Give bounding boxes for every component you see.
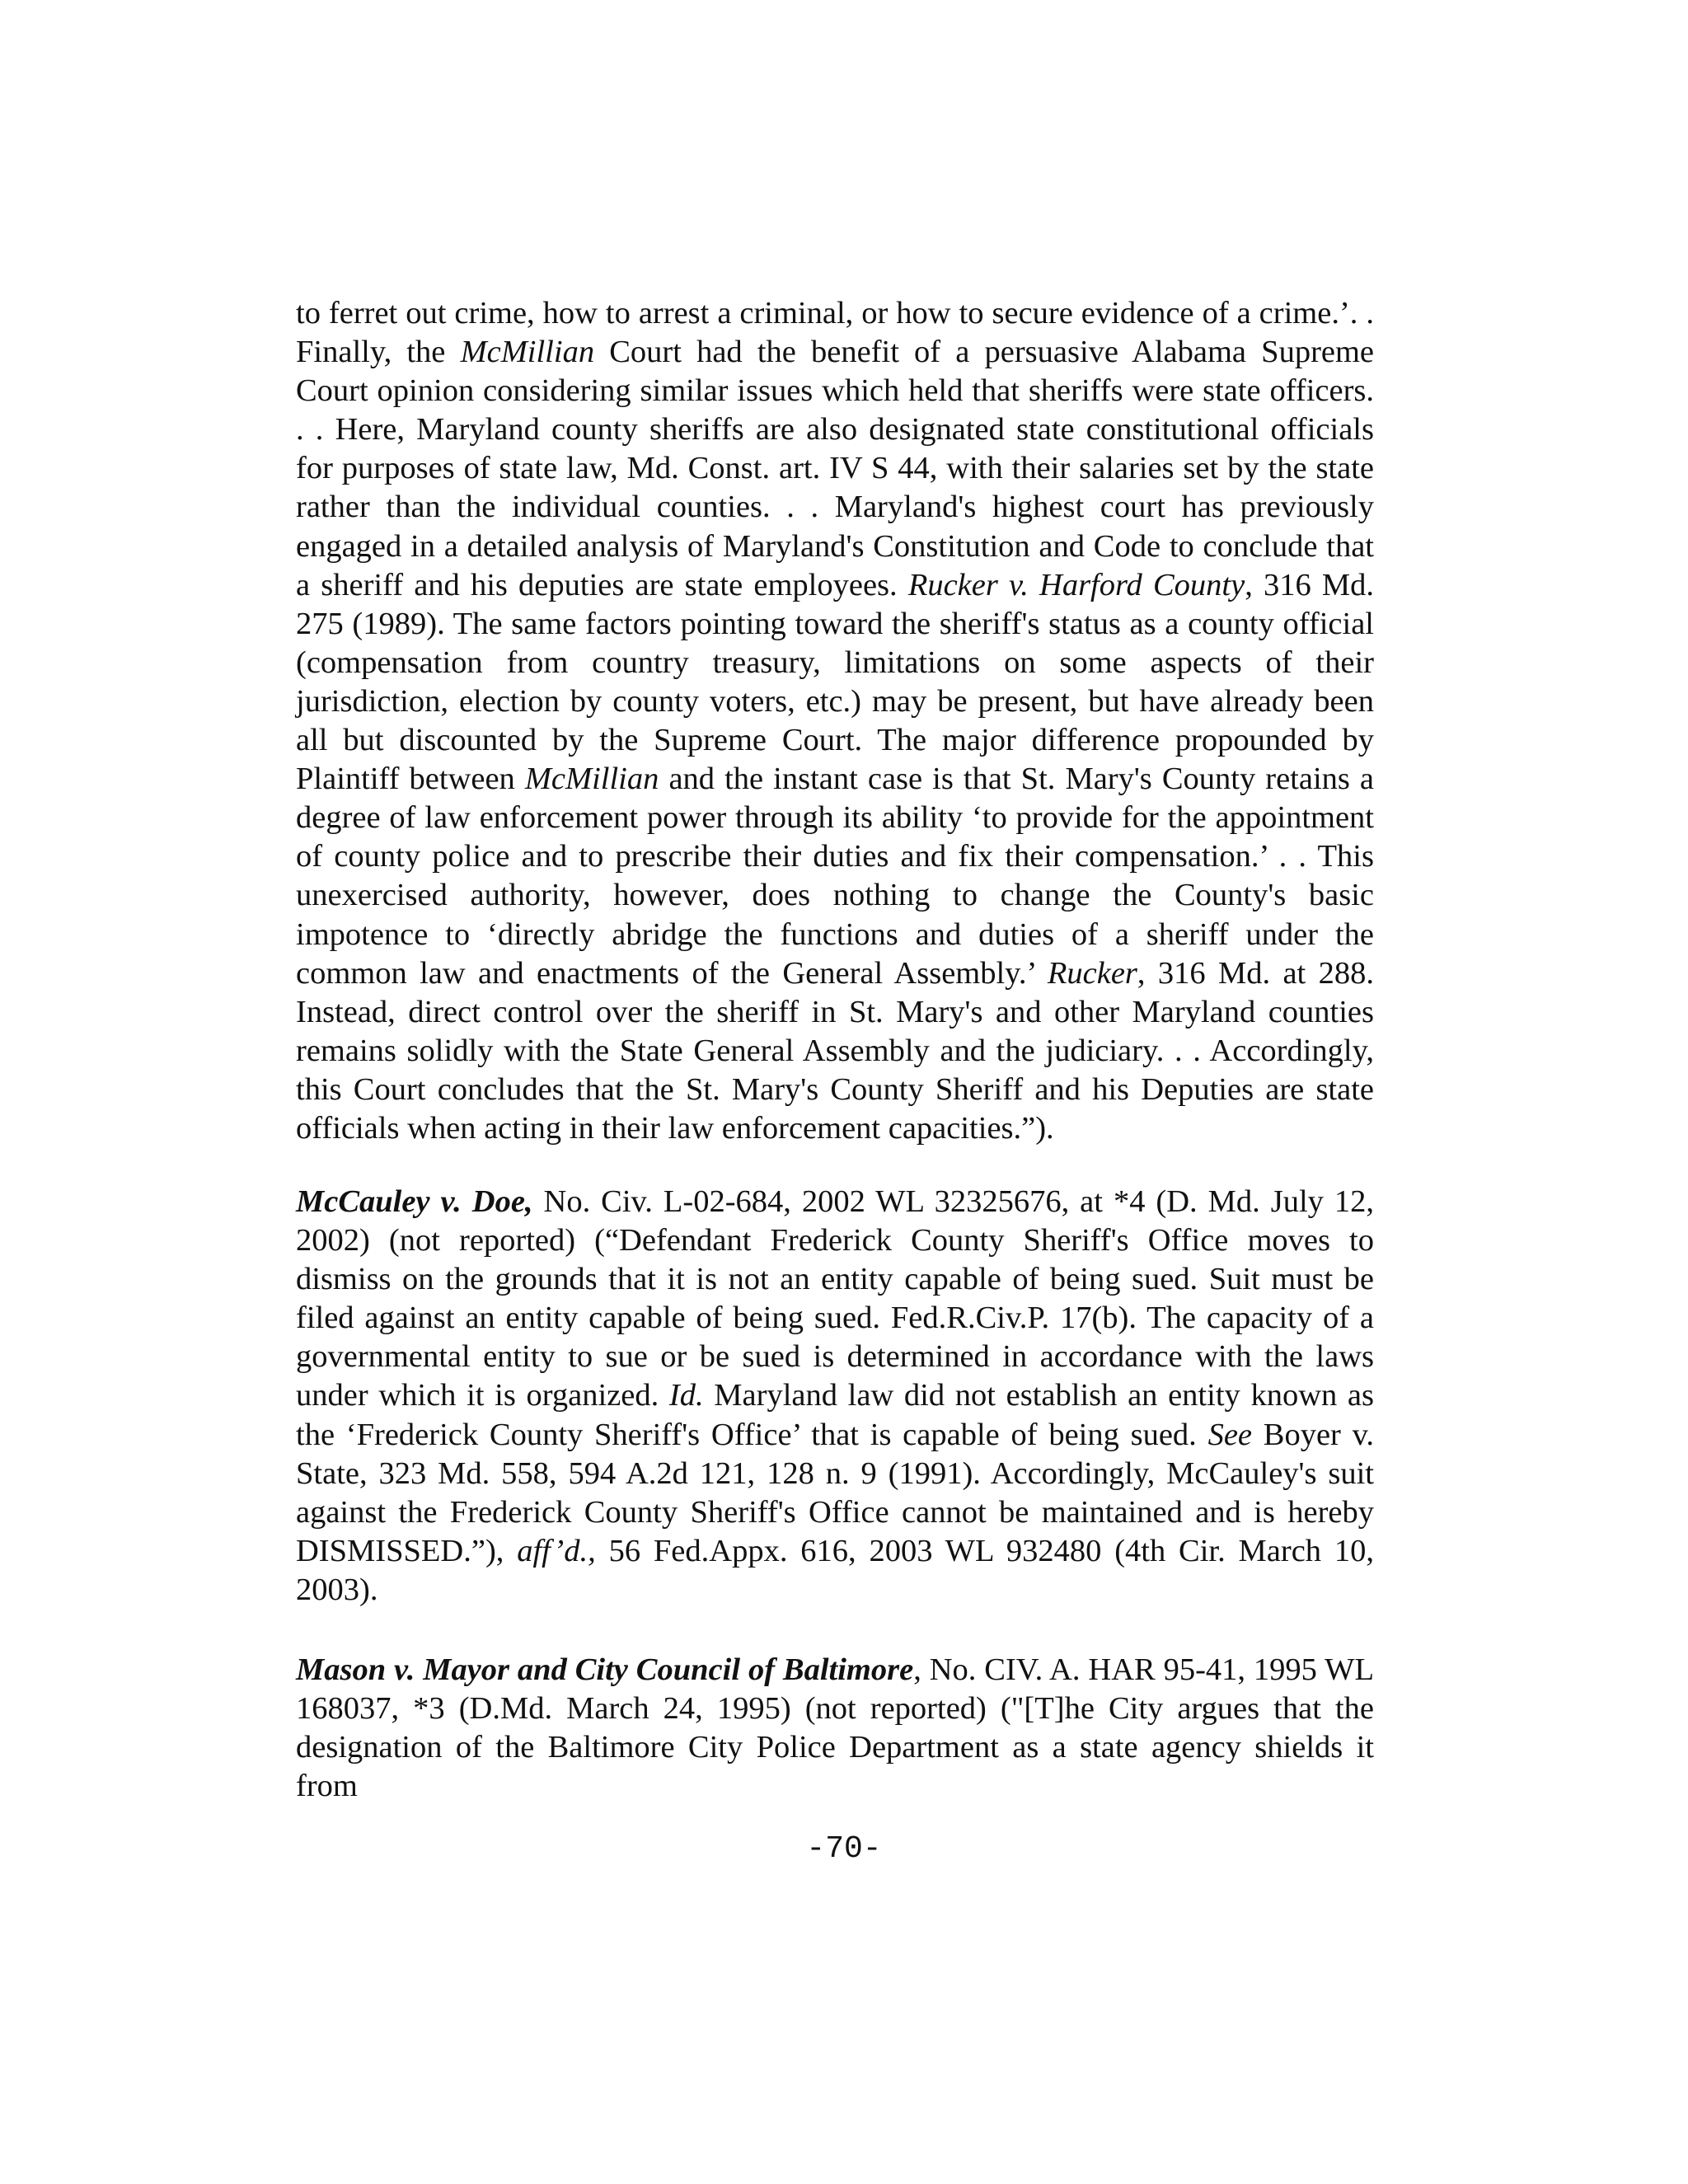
citation-signal-italic: aff’d., [517,1533,596,1568]
text-run: Court had the benefit of a persuasive Alabama Supreme Court opinion considering similar issues which held that sheriffs were state officers. . . Here, Maryland county sheriffs are also designated state constitutional officials for purposes of state law, Md. Const. art. IV S 44, with their salaries set by the state rather than the individual counties. . . Maryland's highest court has previously engaged in a detailed analysis of Maryland's Constitution and Code to conclude that a sheriff and his deputies are state employees. [296,335,1375,602]
case-name-italic: Rucker v. Harford County [907,567,1245,602]
case-title: Mason v. Mayor and City Council of Baltimore [296,1652,914,1687]
citation-signal-italic: See [1207,1417,1253,1452]
text-run: Maryland law did not establish an entity known as the ‘Frederick County Sheriff's Office’ that is capable of being sued. [296,1378,1375,1452]
paragraph-mcmillian-quote [296,294,1374,1148]
text-run: Boyer v. State, 323 Md. 558, 594 A.2d 121, 128 n. 9 (1991). Accordingly, McCauley's suit against the Frederick County Sheriff's Office cannot be maintained and is hereby DISMISSED.”), [296,1417,1374,1568]
text-run: No. Civ. L-02-684, 2002 WL 32325676, at *4 (D. Md. July 12, 2002) (not reported) (“Defendant Frederick County Sheriff's Office moves to dismiss on the grounds that it is not an entity capable of being sued. Suit must be filed against an entity capable of being sued. Fed.R.Civ.P. 17(b). The capacity of a governmental entity to sue or be sued is determined in accordance with the laws under which it is organized. [296,1184,1375,1413]
text-run: to ferret out crime, how to arrest a criminal, or how to secure evidence of a crime.’. . Finally, the [296,296,1374,370]
page-number: -70- [806,1831,882,1867]
text-run: 56 Fed.Appx. 616, 2003 WL 932480 (4th Cir. March 10, 2003). [296,1533,1374,1607]
text-run: , 316 Md. at 288. Instead, direct control over the sheriff in St. Mary's and other Maryland counties remains solidly with the State General Assembly and the judiciary. . . Accordingly, this Court concludes that the St. Mary's County Sheriff and his Deputies are state officials when acting in their law enforcement capacities.”). [296,955,1374,1146]
paragraph-mccauley-v-doe [296,1183,1374,1610]
case-name-italic: McMillian [460,335,595,370]
case-name-italic: Rucker [1047,955,1137,991]
citation-signal-italic: Id. [668,1378,704,1413]
case-name-italic: McMillian [524,762,659,797]
text-run: , No. CIV. A. HAR 95-41, 1995 WL 168037, *3 (D.Md. March 24, 1995) (not reported) ("[T]he City argues that the designation of the Baltimore City Police Department as a state agency shields it from [296,1652,1374,1804]
paragraph-mason-v-baltimore [296,1651,1374,1806]
text-run: and the instant case is that St. Mary's County retains a degree of law enforcement power through its ability ‘to provide for the appointment of county police and to prescribe their duties and fix their compensation.’ . . This unexercised authority, however, does nothing to change the County's basic impotence to ‘directly abridge the functions and duties of a sheriff under the common law and enactments of the General Assembly.’ [296,762,1375,991]
case-title: McCauley v. Doe, [296,1184,533,1219]
text-run: , 316 Md. 275 (1989). The same factors pointing toward the sheriff's status as a county official (compensation from country treasury, limitations on some aspects of their jurisdiction, election by county voters, etc.) may be present, but have already been all but discounted by the Supreme Court. The major difference propounded by Plaintiff between [296,567,1375,797]
